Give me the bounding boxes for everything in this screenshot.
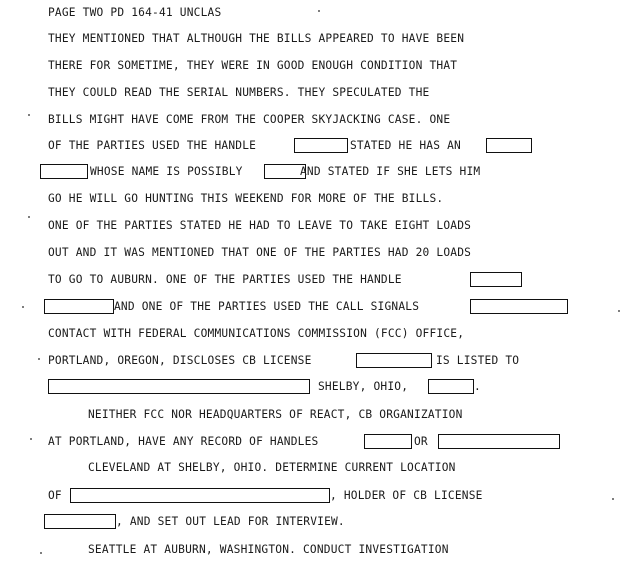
line-text: CLEVELAND AT SHELBY, OHIO. DETERMINE CURRENT LOCATION: [88, 461, 456, 474]
line-text: PORTLAND, OREGON, DISCLOSES CB LICENSE: [48, 354, 312, 367]
redaction-box: [428, 379, 474, 394]
redaction-box: [70, 488, 330, 503]
redaction-box: [44, 299, 114, 314]
line-text: THEY COULD READ THE SERIAL NUMBERS. THEY SPECULATED THE: [48, 86, 430, 99]
redaction-box: [470, 299, 568, 314]
redaction-box: [438, 434, 560, 449]
line-text: SEATTLE AT AUBURN, WASHINGTON. CONDUCT INVESTIGATION: [88, 543, 449, 556]
redaction-box: [40, 164, 88, 179]
line-text: AND ONE OF THE PARTIES USED THE CALL SIGNALS: [114, 300, 420, 313]
line-text: , HOLDER OF CB LICENSE: [330, 489, 483, 502]
line-text: .: [474, 380, 481, 393]
redaction-box: [294, 138, 348, 153]
redaction-box: [44, 514, 116, 529]
scan-speck: [38, 358, 40, 360]
redaction-box: [470, 272, 522, 287]
scan-speck: [318, 10, 320, 12]
scan-speck: [618, 310, 620, 312]
line-text: TO GO TO AUBURN. ONE OF THE PARTIES USED THE HANDLE: [48, 273, 402, 286]
line-text: GO HE WILL GO HUNTING THIS WEEKEND FOR MORE OF THE BILLS.: [48, 192, 444, 205]
line-text: OR: [414, 435, 428, 448]
line-text: WHOSE NAME IS POSSIBLY: [90, 165, 243, 178]
line-text: STATED HE HAS AN: [350, 139, 461, 152]
line-text: AND STATED IF SHE LETS HIM: [300, 165, 481, 178]
line-text: IS LISTED TO: [436, 354, 520, 367]
line-text: , AND SET OUT LEAD FOR INTERVIEW.: [116, 515, 345, 528]
scan-speck: [22, 306, 24, 308]
line-text: ONE OF THE PARTIES STATED HE HAD TO LEAVE TO TAKE EIGHT LOADS: [48, 219, 472, 232]
redaction-box: [356, 353, 432, 368]
scan-speck: [30, 438, 32, 440]
page-header: PAGE TWO PD 164-41 UNCLAS: [48, 6, 222, 19]
scan-speck: [28, 216, 30, 218]
line-text: THERE FOR SOMETIME, THEY WERE IN GOOD ENOUGH CONDITION THAT: [48, 59, 458, 72]
line-text: NEITHER FCC NOR HEADQUARTERS OF REACT, CB ORGANIZATION: [88, 408, 463, 421]
line-text: CONTACT WITH FEDERAL COMMUNICATIONS COMMISSION (FCC) OFFICE,: [48, 327, 465, 340]
line-text: THEY MENTIONED THAT ALTHOUGH THE BILLS APPEARED TO HAVE BEEN: [48, 32, 465, 45]
line-text: OUT AND IT WAS MENTIONED THAT ONE OF THE PARTIES HAD 20 LOADS: [48, 246, 472, 259]
redaction-box: [486, 138, 532, 153]
scan-speck: [28, 114, 30, 116]
line-text: BILLS MIGHT HAVE COME FROM THE COOPER SKYJACKING CASE. ONE: [48, 113, 451, 126]
line-text: OF THE PARTIES USED THE HANDLE: [48, 139, 257, 152]
line-text: SHELBY, OHIO,: [318, 380, 409, 393]
line-text: AT PORTLAND, HAVE ANY RECORD OF HANDLES: [48, 435, 319, 448]
scan-speck: [612, 498, 614, 500]
line-text: OF: [48, 489, 62, 502]
scan-speck: [40, 552, 42, 554]
redaction-box: [364, 434, 412, 449]
redaction-box: [48, 379, 310, 394]
